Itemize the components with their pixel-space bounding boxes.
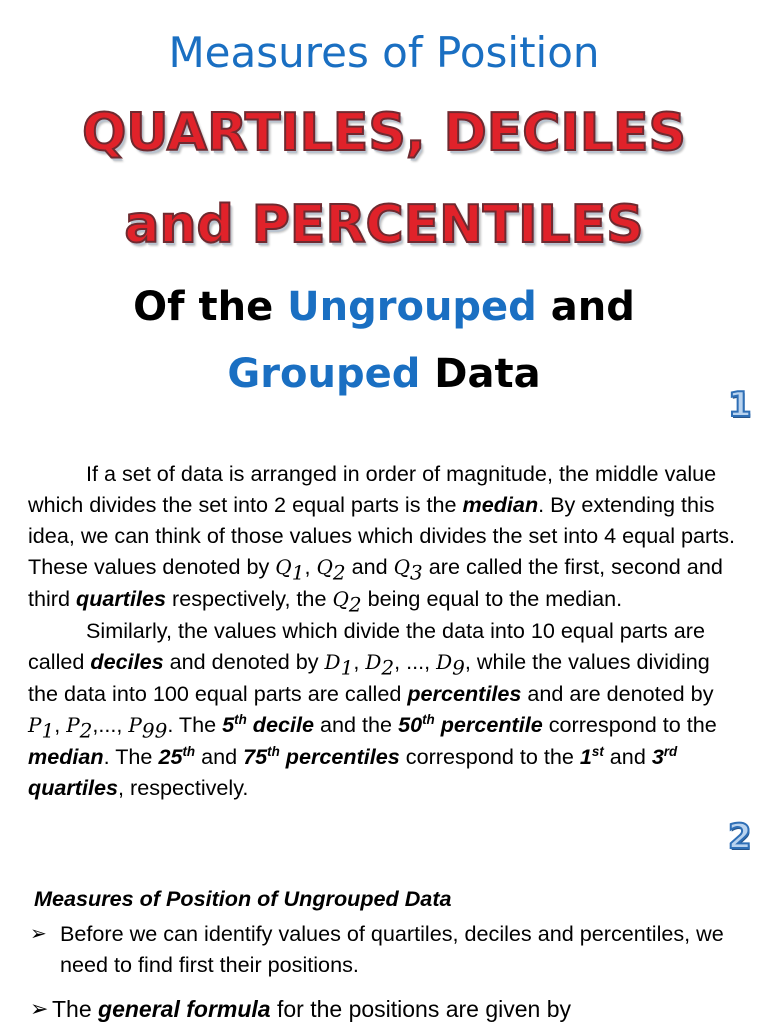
subtitle-line-2: Grouped Data	[227, 351, 541, 397]
main-title-line-1: QUARTILES, DECILES	[82, 103, 686, 163]
page-number-badge-2: 2	[728, 817, 752, 857]
bullet-text: The general formula for the positions are given by	[52, 996, 572, 1022]
section-heading: Measures of Position of Ungrouped Data	[34, 886, 452, 911]
body-paragraph: If a set of data is arranged in order of magnitude, the middle value which divides the set into 2 equal parts is the median. By extending this idea, we can think of those values which divides the set into 4 equal parts. These values denoted by $Q_1$, $Q_2$ and $Q_3$ are called the first, second and third quartiles respectively, the $Q_2$ being equal to the median. Similarly, the values which divide the data into 10 equal parts are called deciles and denoted by $D_1$, $D_2$, ..., $D_9$, while the values dividing the data into 100 equal parts are called percentiles and are denoted by $P_1$, $P_2$,..., $P_{99}$. The 5th decile and the 50th percentile correspond to the median. The 25th and 75th percentiles correspond to the 1st and 3rd quartiles, respectively.	[28, 461, 736, 800]
page-number-badge-1: 1	[728, 385, 752, 425]
main-title-line-2: and PERCENTILES	[124, 195, 644, 255]
bullet-item-formula	[30, 994, 730, 1025]
subtitle-line-1: Of the Ungrouped and	[133, 284, 635, 330]
bullet-text: Before we can identify values of quartiles, deciles and percentiles, we need to find first their positions.	[60, 921, 724, 977]
page-title: Measures of Position	[168, 28, 600, 77]
arrow-bullet-icon: ➢	[30, 997, 49, 1022]
bullet-item-positions	[30, 918, 730, 980]
arrow-bullet-icon: ➢	[30, 921, 47, 945]
